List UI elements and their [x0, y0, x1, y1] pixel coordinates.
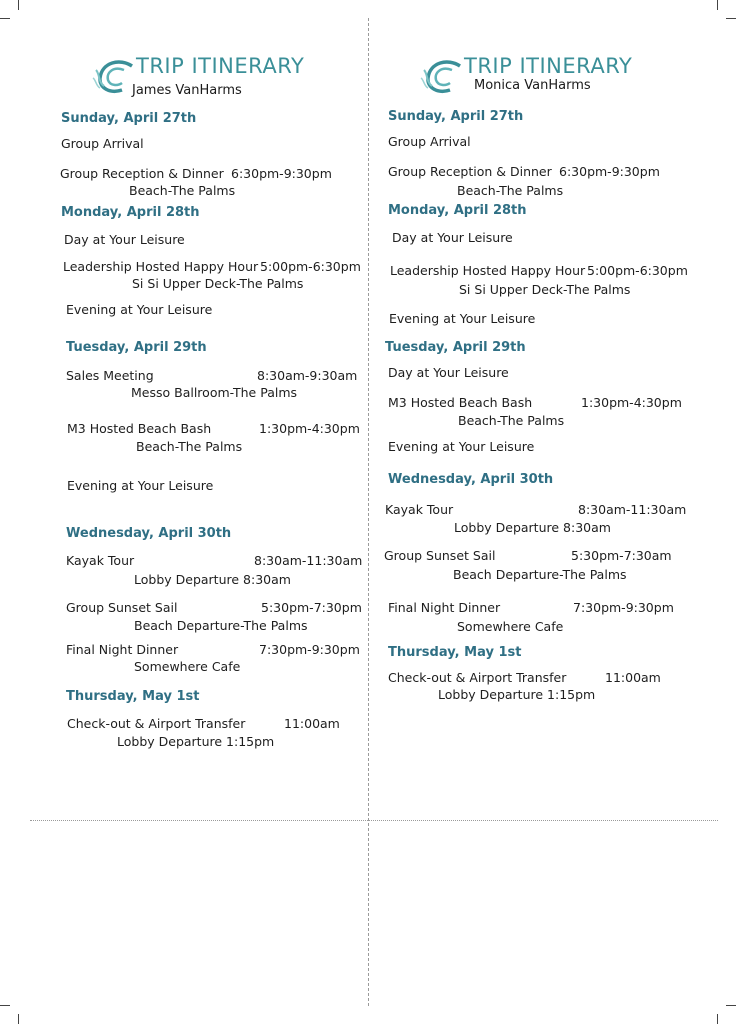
event-location: Lobby Departure 8:30am — [134, 572, 291, 587]
event-name: Evening at Your Leisure — [389, 311, 536, 326]
event-time: 11:00am — [284, 716, 340, 731]
event-location: Somewhere Cafe — [134, 659, 241, 674]
day-heading: Monday, April 28th — [388, 203, 527, 218]
event-name: Group Sunset Sail — [66, 600, 178, 615]
itinerary-title: TRIP ITINERARY — [136, 54, 305, 78]
day-heading: Wednesday, April 30th — [66, 526, 232, 541]
event-location: Beach-The Palms — [458, 413, 565, 428]
event-location: Beach-The Palms — [129, 183, 236, 198]
event-location: Somewhere Cafe — [457, 619, 564, 634]
crop-mark — [717, 1014, 718, 1024]
event-time: 1:30pm-4:30pm — [259, 421, 360, 436]
event-location: Beach Departure-The Palms — [134, 618, 308, 633]
event-name: Evening at Your Leisure — [66, 302, 213, 317]
event-name: Group Reception & Dinner — [388, 164, 552, 179]
event-time: 8:30am-11:30am — [578, 502, 687, 517]
event-name: M3 Hosted Beach Bash — [388, 395, 533, 410]
event-location: Lobby Departure 1:15pm — [117, 734, 275, 749]
day-heading: Thursday, May 1st — [388, 645, 522, 660]
event-name: Day at Your Leisure — [392, 230, 513, 245]
vertical-cut-line — [368, 18, 369, 1006]
event-location: Messo Ballroom-The Palms — [131, 385, 298, 400]
crop-mark — [726, 18, 736, 19]
event-time: 7:30pm-9:30pm — [259, 642, 360, 657]
event-name: Day at Your Leisure — [388, 365, 509, 380]
wave-logo-icon — [92, 56, 136, 96]
event-time: 7:30pm-9:30pm — [573, 600, 674, 615]
event-name: Evening at Your Leisure — [67, 478, 214, 493]
crop-mark — [0, 18, 10, 19]
event-name: M3 Hosted Beach Bash — [67, 421, 212, 436]
crop-mark — [18, 1014, 19, 1024]
event-time: 8:30am-9:30am — [257, 368, 358, 383]
event-location: Si Si Upper Deck-The Palms — [459, 282, 631, 297]
event-location: Lobby Departure 1:15pm — [438, 687, 596, 702]
event-name: Group Arrival — [388, 134, 471, 149]
day-heading: Sunday, April 27th — [388, 109, 524, 124]
right-header — [420, 54, 690, 104]
event-location: Si Si Upper Deck-The Palms — [132, 276, 304, 291]
event-name: Kayak Tour — [385, 502, 454, 517]
day-heading: Monday, April 28th — [61, 205, 200, 220]
event-location: Lobby Departure 8:30am — [454, 520, 611, 535]
event-name: Kayak Tour — [66, 553, 135, 568]
day-heading: Tuesday, April 29th — [385, 340, 526, 355]
event-name: Leadership Hosted Happy Hour — [63, 259, 259, 274]
event-time: 5:00pm-6:30pm — [260, 259, 361, 274]
event-name: Leadership Hosted Happy Hour — [390, 263, 586, 278]
event-time: 11:00am — [605, 670, 661, 685]
crop-mark — [717, 0, 718, 10]
crop-mark — [0, 1005, 10, 1006]
event-time: 8:30am-11:30am — [254, 553, 363, 568]
crop-mark — [18, 0, 19, 10]
event-name: Final Night Dinner — [388, 600, 501, 615]
day-heading: Thursday, May 1st — [66, 689, 200, 704]
itinerary-title: TRIP ITINERARY — [464, 54, 633, 78]
traveler-name: Monica VanHarms — [474, 78, 591, 93]
day-heading: Sunday, April 27th — [61, 111, 197, 126]
event-name: Day at Your Leisure — [64, 232, 185, 247]
event-name: Sales Meeting — [66, 368, 154, 383]
day-heading: Tuesday, April 29th — [66, 340, 207, 355]
event-time: 1:30pm-4:30pm — [581, 395, 682, 410]
event-name: Check-out & Airport Transfer — [67, 716, 246, 731]
left-header — [92, 54, 362, 104]
event-time: 6:30pm-9:30pm — [559, 164, 660, 179]
wave-logo-icon — [420, 56, 464, 96]
horizontal-cut-line — [30, 820, 718, 821]
event-location: Beach-The Palms — [457, 183, 564, 198]
day-heading: Wednesday, April 30th — [388, 472, 554, 487]
event-name: Group Arrival — [61, 136, 144, 151]
event-name: Final Night Dinner — [66, 642, 179, 657]
event-name: Group Reception & Dinner — [60, 166, 224, 181]
event-time: 5:30pm-7:30pm — [261, 600, 362, 615]
event-time: 5:00pm-6:30pm — [587, 263, 688, 278]
event-location: Beach-The Palms — [136, 439, 243, 454]
event-name: Group Sunset Sail — [384, 548, 496, 563]
event-time: 6:30pm-9:30pm — [231, 166, 332, 181]
crop-mark — [726, 1005, 736, 1006]
event-time: 5:30pm-7:30am — [571, 548, 672, 563]
traveler-name: James VanHarms — [132, 83, 242, 98]
event-location: Beach Departure-The Palms — [453, 567, 627, 582]
event-name: Evening at Your Leisure — [388, 439, 535, 454]
event-name: Check-out & Airport Transfer — [388, 670, 567, 685]
